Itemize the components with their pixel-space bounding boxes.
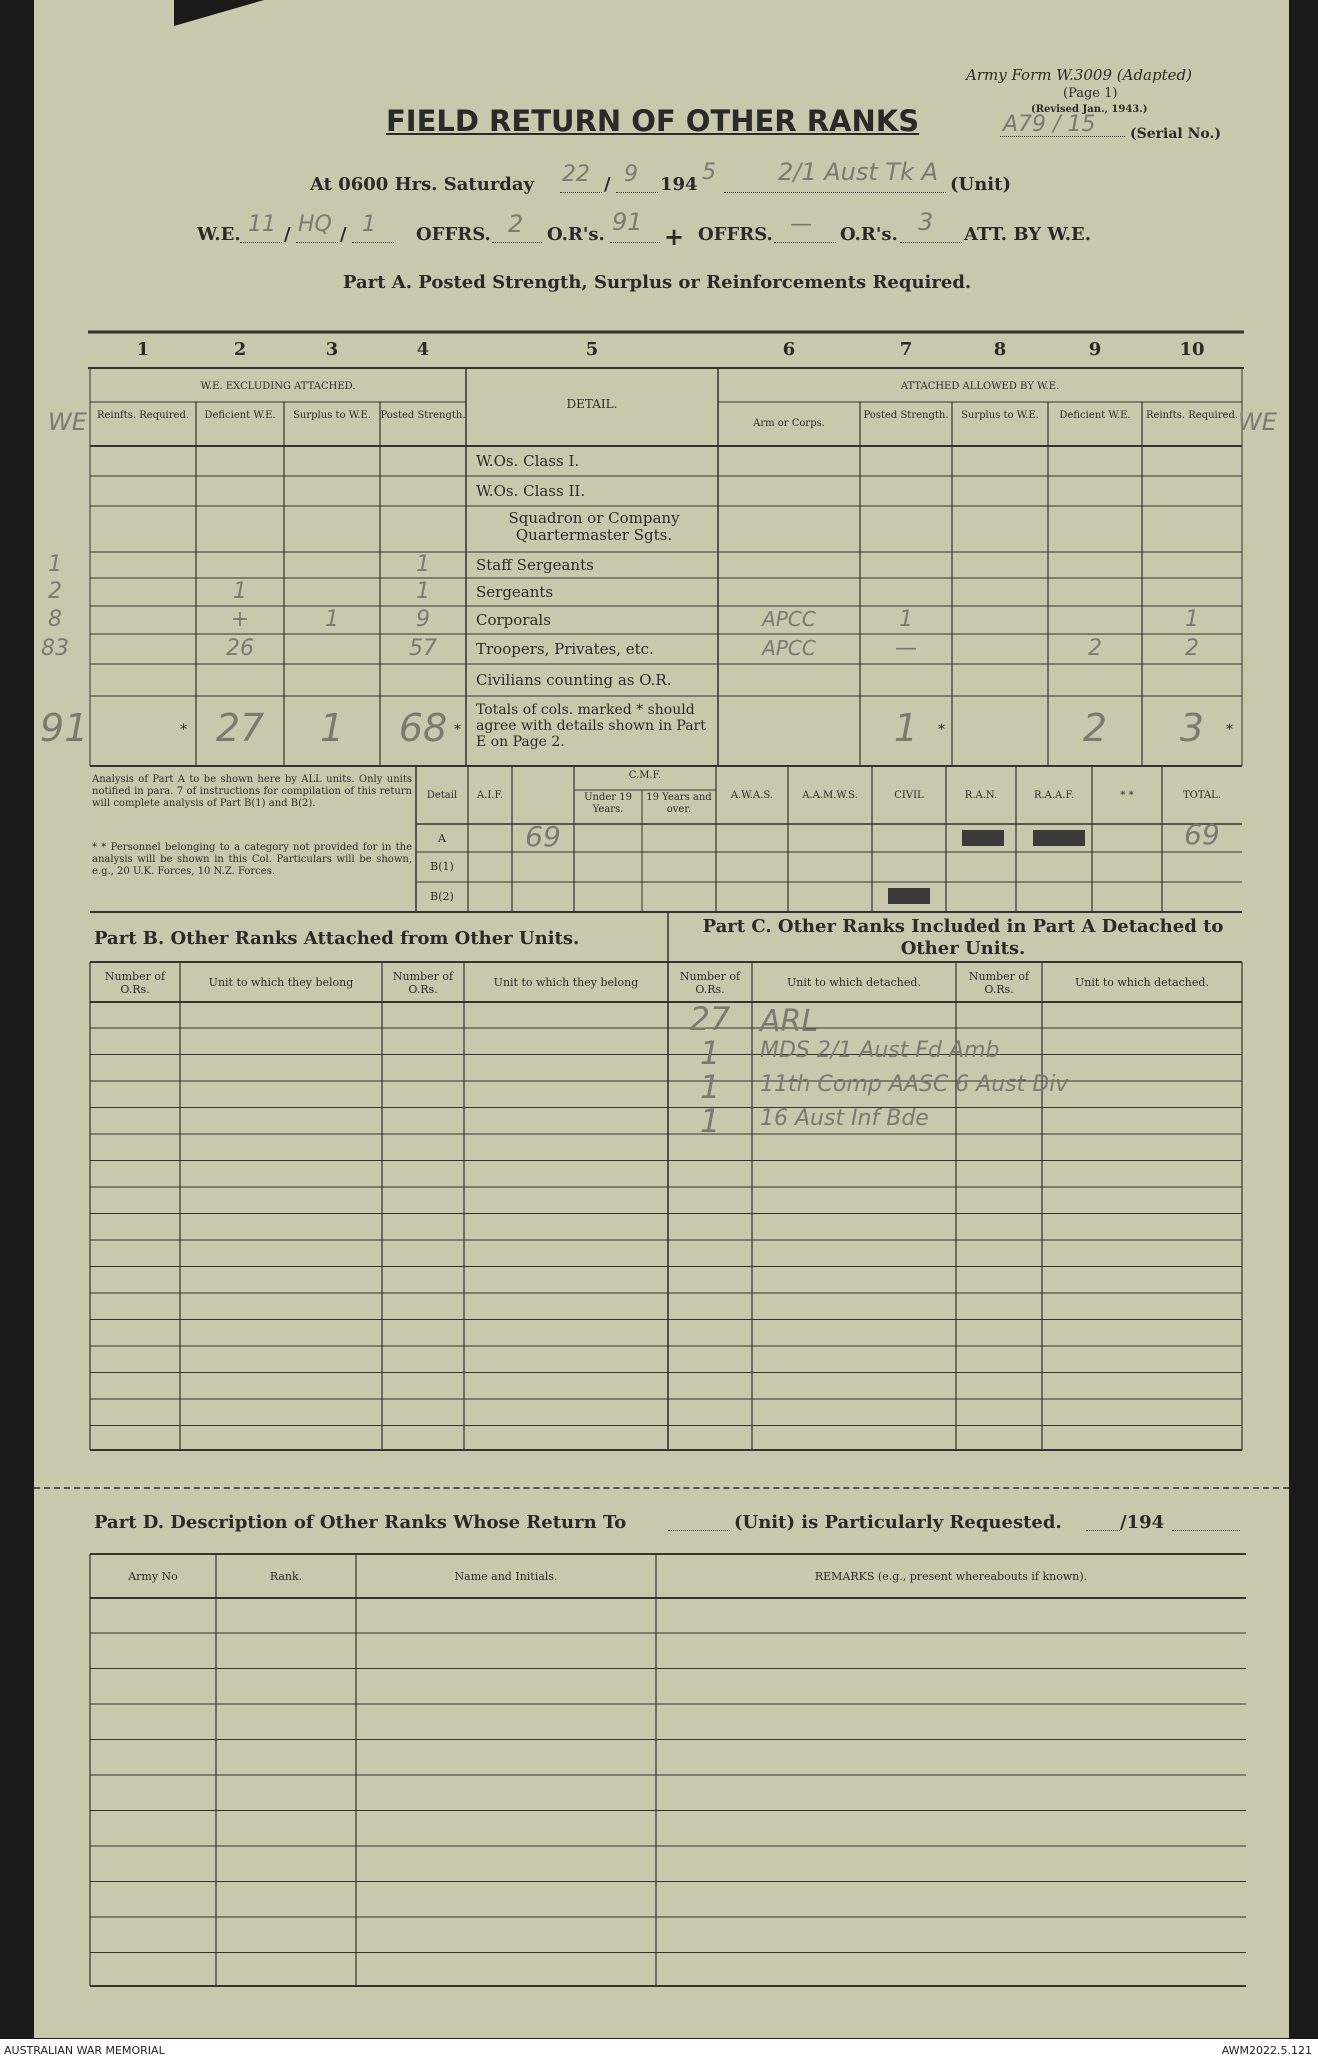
we-value-2: HQ (298, 212, 332, 237)
part-c-header: Unit to which detached. (1075, 976, 1209, 989)
row-detail: Sergeants (476, 583, 554, 601)
row-handwritten-c3: 1 (325, 607, 339, 632)
analysis-header: Under 19 Years. (584, 792, 632, 815)
date-month: 9 (624, 162, 638, 187)
column-number: 6 (782, 339, 796, 360)
row-handwritten-margin: 83 (41, 636, 69, 661)
part-d-title: Part D. Description of Other Ranks Whose Return To (94, 1512, 627, 1533)
part-c-header: Number of O.Rs. (679, 970, 741, 996)
footer-bar (0, 2039, 1318, 2061)
date-day: 22 (562, 162, 590, 187)
row-detail: Troopers, Privates, etc. (476, 640, 654, 658)
totals-c10: 3 (1179, 706, 1205, 750)
analysis-header: A.I.F. (476, 790, 504, 801)
we-value-1: 11 (248, 212, 276, 237)
plus-sign: + (664, 222, 685, 251)
year-prefix: 194 (660, 174, 698, 195)
analysis-header: Detail (426, 790, 458, 801)
analysis-note-2: * * Personnel belonging to a category not provided for in the analysis will be shown in this Col. Particulars will be shown, e.g., 20 U.K. Forces, 10 N.Z. Forces. (92, 842, 412, 877)
column-subheader: Deficient W.E. (204, 410, 276, 421)
analysis-header: R.A.A.F. (1033, 790, 1075, 801)
analysis-aif-a: 69 (525, 820, 561, 853)
part-d-header: Name and Initials. (454, 1570, 558, 1583)
part-c-header: Number of O.Rs. (968, 970, 1030, 996)
column-number: 8 (993, 339, 1007, 360)
analysis-header: A.A.M.W.S. (802, 790, 858, 801)
row-handwritten-c2: + (230, 607, 250, 632)
page-title: FIELD RETURN OF OTHER RANKS (386, 104, 920, 138)
att-label: ATT. BY W.E. (964, 224, 1092, 245)
ors2-value: 3 (918, 208, 934, 236)
redacted-ran-a (962, 830, 1004, 846)
unit-value: 2/1 Aust Tk A (778, 158, 939, 186)
offrs-label: OFFRS. (416, 224, 491, 245)
analysis-total-a: 69 (1184, 818, 1220, 851)
column-number: 1 (136, 339, 150, 360)
analysis-header: * * (1120, 790, 1134, 801)
column-number: 7 (899, 339, 913, 360)
part-c-unit: ARL (760, 1004, 819, 1039)
part-b-header: Number of O.Rs. (104, 970, 166, 996)
totals-c7: 1 (893, 706, 919, 750)
analysis-header: R.A.N. (964, 790, 998, 801)
analysis-row-label: B(1) (430, 860, 454, 873)
part-d-header: Army No (128, 1570, 178, 1583)
footer-left: AUSTRALIAN WAR MEMORIAL (4, 2044, 165, 2057)
row-handwritten-c4: 1 (416, 579, 430, 604)
row-handwritten-c2: 26 (226, 636, 254, 661)
redacted-civil-b2 (888, 888, 930, 904)
part-c-title: Part C. Other Ranks Included in Part A Detached to Other Units. (702, 916, 1224, 959)
column-subheader: Arm or Corps. (753, 418, 825, 429)
part-c-unit: 11th Comp AASC 6 Aust Div (760, 1072, 1069, 1097)
margin-we-left: WE (48, 408, 87, 436)
part-a-title: Part A. Posted Strength, Surplus or Reinforcements Required. (343, 272, 972, 293)
page-number: (Page 1) (1063, 86, 1118, 101)
totals-margin: 91 (40, 706, 89, 750)
part-c-unit: MDS 2/1 Aust Fd Amb (760, 1038, 1000, 1063)
row-handwritten-c4: 57 (409, 636, 437, 661)
part-b-header: Unit to which they belong (208, 976, 354, 989)
totals-c2: 27 (215, 706, 265, 750)
row-handwritten-c10: 2 (1185, 636, 1199, 661)
part-c-header: Unit to which detached. (787, 976, 921, 989)
margin-we-right: WE (1238, 408, 1277, 436)
row-handwritten-c7: — (895, 636, 917, 661)
column-subheader: Posted Strength. (380, 410, 466, 421)
row-detail: Squadron or Company Quartermaster Sgts. (508, 509, 680, 544)
column-subheader: Surplus to W.E. (961, 410, 1039, 421)
row-handwritten-margin: 8 (48, 607, 62, 632)
analysis-header: 19 Years and over. (646, 792, 712, 815)
column-number: 4 (416, 339, 430, 360)
part-d-header: REMARKS (e.g., present whereabouts if known). (814, 1570, 1088, 1583)
unit-label: (Unit) (950, 174, 1011, 195)
totals-c4: 68 (398, 706, 448, 750)
column-subheader: Posted Strength. (863, 410, 949, 421)
analysis-header: C.M.F. (628, 770, 662, 781)
serial-value: A79 / 15 (1003, 112, 1096, 137)
analysis-note-1: Analysis of Part A to be shown here by ALL units. Only units notified in para. 7 of instructions for compilation of this return will complete analysis of Part B(1) and B(2). (92, 774, 412, 809)
analysis-header: A.W.A.S. (730, 790, 774, 801)
ors-label: O.R's. (547, 224, 605, 245)
offrs2-label: OFFRS. (698, 224, 773, 245)
part-c-number: 1 (699, 1034, 721, 1072)
row-handwritten-c7: 1 (899, 607, 913, 632)
offrs2-value: — (790, 212, 812, 237)
revised-date: (Revised Jan., 1943.) (1031, 104, 1148, 115)
column-subheader: Surplus to W.E. (293, 410, 371, 421)
part-c-number: 1 (699, 1102, 721, 1140)
part-b-title: Part B. Other Ranks Attached from Other Units. (94, 928, 580, 949)
column-number: 3 (325, 339, 339, 360)
ors2-label: O.R's. (840, 224, 898, 245)
row-detail: W.Os. Class I. (476, 452, 580, 470)
row-detail: Staff Sergeants (476, 556, 594, 574)
group-left-header: W.E. EXCLUDING ATTACHED. (200, 381, 356, 392)
offrs-value: 2 (508, 210, 524, 238)
footer-right: AWM2022.5.121 (1221, 2044, 1312, 2057)
part-b-header: Unit to which they belong (493, 976, 639, 989)
column-subheader: Reinfts. Required. (96, 410, 190, 421)
totals-detail: Totals of cols. marked * should agree with details shown in Part E on Page 2. (476, 702, 706, 750)
we-label: W.E. (197, 224, 241, 245)
row-detail: Corporals (476, 611, 551, 629)
row-handwritten-c10: 1 (1185, 607, 1199, 632)
star-c4: * (454, 722, 461, 738)
column-number: 5 (585, 339, 599, 360)
analysis-row-label: B(2) (430, 890, 454, 903)
perforation-line (34, 1487, 1289, 1489)
analysis-header: TOTAL. (1182, 790, 1222, 801)
row-handwritten-c6: APCC (762, 607, 816, 631)
column-number: 2 (233, 339, 247, 360)
redacted-raaf-a (1033, 830, 1085, 846)
totals-c3: 1 (319, 706, 345, 750)
row-handwritten-c6: APCC (762, 636, 816, 660)
star-c7: * (938, 722, 945, 738)
form-number: Army Form W.3009 (Adapted) (966, 66, 1192, 84)
part-d-year: /194 (1120, 1512, 1165, 1533)
we-value-3: 1 (362, 212, 376, 237)
totals-c9: 2 (1082, 706, 1108, 750)
column-subheader: Deficient W.E. (1059, 410, 1131, 421)
group-right-header: ATTACHED ALLOWED BY W.E. (900, 381, 1060, 392)
row-handwritten-c9: 2 (1088, 636, 1102, 661)
column-number: 9 (1088, 339, 1102, 360)
row-handwritten-margin: 1 (48, 552, 62, 577)
part-b-header: Number of O.Rs. (392, 970, 454, 996)
ors-value: 91 (612, 208, 643, 236)
column-subheader: Reinfts. Required. (1145, 410, 1239, 421)
at-label: At 0600 Hrs. Saturday (310, 174, 535, 195)
analysis-row-label: A (438, 832, 446, 845)
part-d-unit-label: (Unit) is Particularly Requested. (734, 1512, 1062, 1533)
row-detail: W.Os. Class II. (476, 482, 586, 500)
detail-header: DETAIL. (566, 397, 618, 411)
row-handwritten-c4: 1 (416, 552, 430, 577)
column-number: 10 (1179, 339, 1205, 360)
row-handwritten-margin: 2 (48, 579, 62, 604)
row-detail: Civilians counting as O.R. (476, 671, 672, 689)
row-handwritten-c4: 9 (416, 607, 430, 632)
star-c10: * (1226, 722, 1233, 738)
year-suffix: 5 (702, 160, 716, 185)
row-handwritten-c2: 1 (233, 579, 247, 604)
analysis-header: CIVIL (894, 790, 924, 801)
part-c-unit: 16 Aust Inf Bde (760, 1106, 929, 1131)
star-c1: * (180, 722, 187, 738)
part-c-number: 1 (699, 1068, 721, 1106)
part-d-header: Rank. (269, 1570, 303, 1583)
part-c-number: 27 (689, 1000, 731, 1038)
serial-label: (Serial No.) (1130, 126, 1221, 142)
